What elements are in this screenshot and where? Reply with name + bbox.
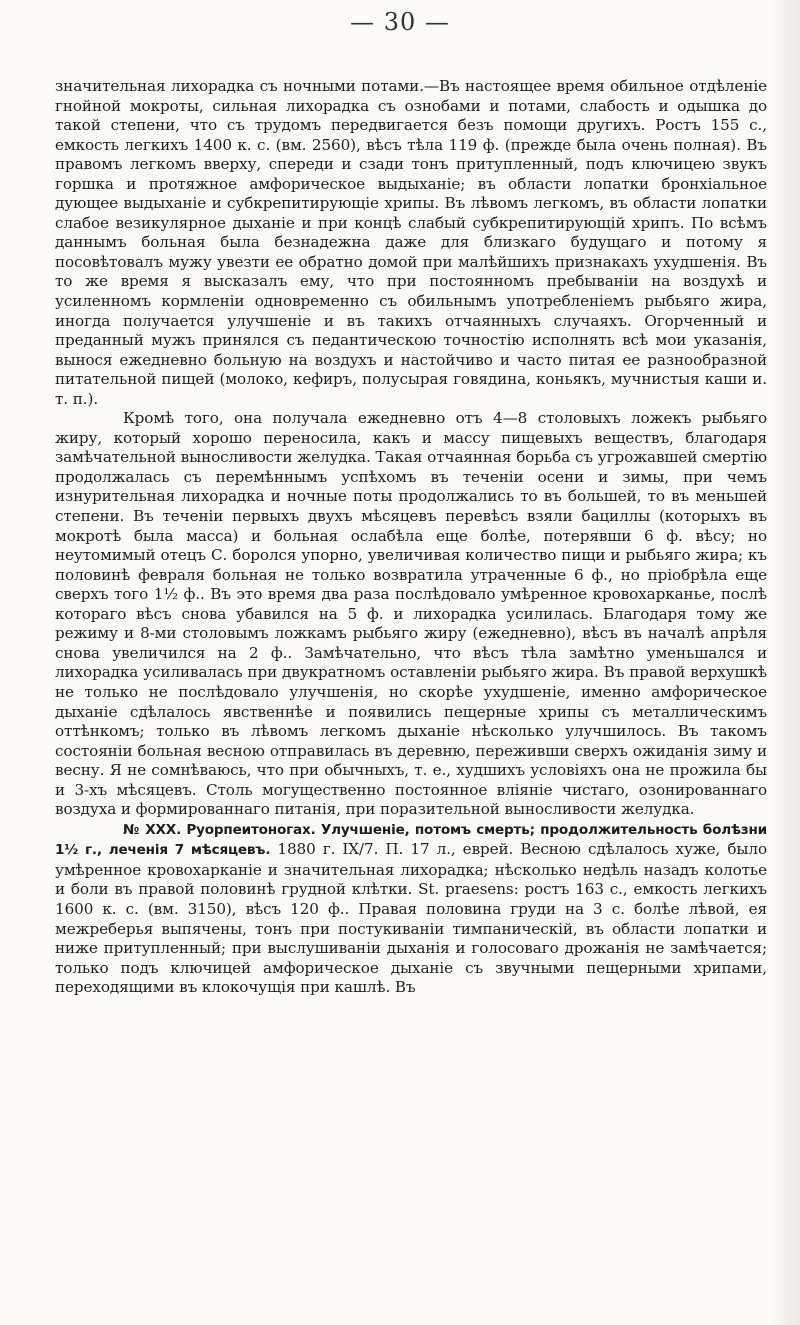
body-text [55,77,767,998]
case-paragraph [55,820,767,998]
case-text: 1880 г. IX/7. П. 17 л., еврей. Весною сдѣлалось хуже, было умѣренное кровохарканіе и значительная лихорадка; нѣсколько недѣль назадъ колотье и боли въ правой половинѣ грудной клѣтки. St. praesens: ростъ 163 с., емкость легкихъ 1600 к. с. (вм. 3150), вѣсъ 120 ф.. Правая половина груди на 3 с. болѣе лѣвой, ея межреберья выпячены, тонъ при постукиваніи тимпаническій, въ области лопатки и ниже притупленный; при выслушиваніи дыханія и голосоваго дрожанія не замѣчается; только подъ ключицей амфорическое дыханіе съ звучными пещерными хрипами, переходящими въ клокочущія при кашлѣ. Въ [55,840,767,997]
page-number: — 30 — [350,8,450,36]
paragraph: Кромѣ того, она получала ежедневно отъ 4—8 столовыхъ ложекъ рыбьяго жиру, который хорошо переносила, какъ и массу пищевыхъ веществъ, благодаря замѣчательной выносливости желудка. Такая отчаянная борьба съ угрожавшей смертію продолжалась съ перемѣннымъ успѣхомъ въ теченіи осени и зимы, при чемъ изнурительная лихорадка и ночные поты продолжались то въ большей, то въ меньшей степени. Въ теченіи первыхъ двухъ мѣсяцевъ перевѣсъ взяли бациллы (которыхъ въ мокротѣ была масса) и больная ослабѣла еще болѣе, потерявши 6 ф. вѣсу; но неутомимый отецъ С. боролся упорно, увеличивая количество пищи и рыбьяго жира; къ половинѣ февраля больная не только возвратила утраченные 6 ф., но пріобрѣла еще сверхъ того 1½ ф.. Въ это время два раза послѣдовало умѣренное кровохарканье, послѣ котораго вѣсъ снова убавился на 5 ф. и лихорадка усилилась. Благодаря тому же режиму и 8-ми столовымъ ложкамъ рыбьяго жиру (ежедневно), вѣсъ въ началѣ апрѣля снова увеличился на 2 ф.. Замѣчательно, что вѣсъ тѣла замѣтно уменьшался и лихорадка усиливалась при двукратномъ оставленіи рыбьяго жира. Въ правой верхушкѣ не только не послѣдовало улучшенія, но скорѣе ухудшеніе, именно амфорическое дыханіе сдѣлалось явственнѣе и появились пещерные хрипы съ металлическимъ оттѣнкомъ; только въ лѣвомъ легкомъ дыханіе нѣсколько улучшилось. Въ такомъ состояніи больная весною отправилась въ деревню, переживши сверхъ ожиданія зиму и весну. Я не сомнѣваюсь, что при обычныхъ, т. е., худшихъ условіяхъ она не прожила бы и 3-хъ мѣсяцевъ. Столь могущественно постоянное вліяніе чистаго, озонированнаго воздуха и формированнаго питанія, при поразительной выносливости желудка. [55,409,767,819]
case-heading: № XXX. Руорпеитоногах. Улучшеніе, потомъ смерть; продолжительность болѣзни 1½ г., леченія 7 мѣсяцевъ. [55,821,767,859]
paragraph: значительная лихорадка съ ночными потами.—Въ настоящее время обильное отдѣленіе гнойной мокроты, сильная лихорадка съ ознобами и потами, слабость и одышка до такой степени, что съ трудомъ передвигается безъ помощи другихъ. Ростъ 155 с., емкость легкихъ 1400 к. с. (вм. 2560), вѣсъ тѣла 119 ф. (прежде была очень полная). Въ правомъ легкомъ вверху, спереди и сзади тонъ притупленный, подъ ключицею звукъ горшка и протяжное амфорическое выдыханіе; въ области лопатки бронхіальное дующее выдыханіе и субкрепитирующіе хрипы. Въ лѣвомъ легкомъ, въ области лопатки слабое везикулярное дыханіе и при концѣ слабый субкрепитирующій хрипъ. По всѣмъ даннымъ больная была безнадежна даже для близкаго будущаго и потому я посовѣтовалъ мужу увезти ее обратно домой при малѣйшихъ признакахъ ухудшенія. Въ то же время я высказалъ ему, что при постоянномъ пребываніи на воздухѣ и усиленномъ кормленіи одновременно съ обильнымъ употребленіемъ рыбьяго жира, иногда получается улучшеніе и въ такихъ отчаянныхъ случаяхъ. Огорченный и преданный мужъ принялся съ педантическою точностію исполнять всѣ мои указанія, вынося ежедневно больную на воздухъ и настойчиво и часто питая ее разнообразной питательной пищей (молоко, кефиръ, полусырая говядина, коньякъ, мучнистыя каши и. т. п.). [55,77,767,408]
scan-edge-shadow [770,0,800,1325]
